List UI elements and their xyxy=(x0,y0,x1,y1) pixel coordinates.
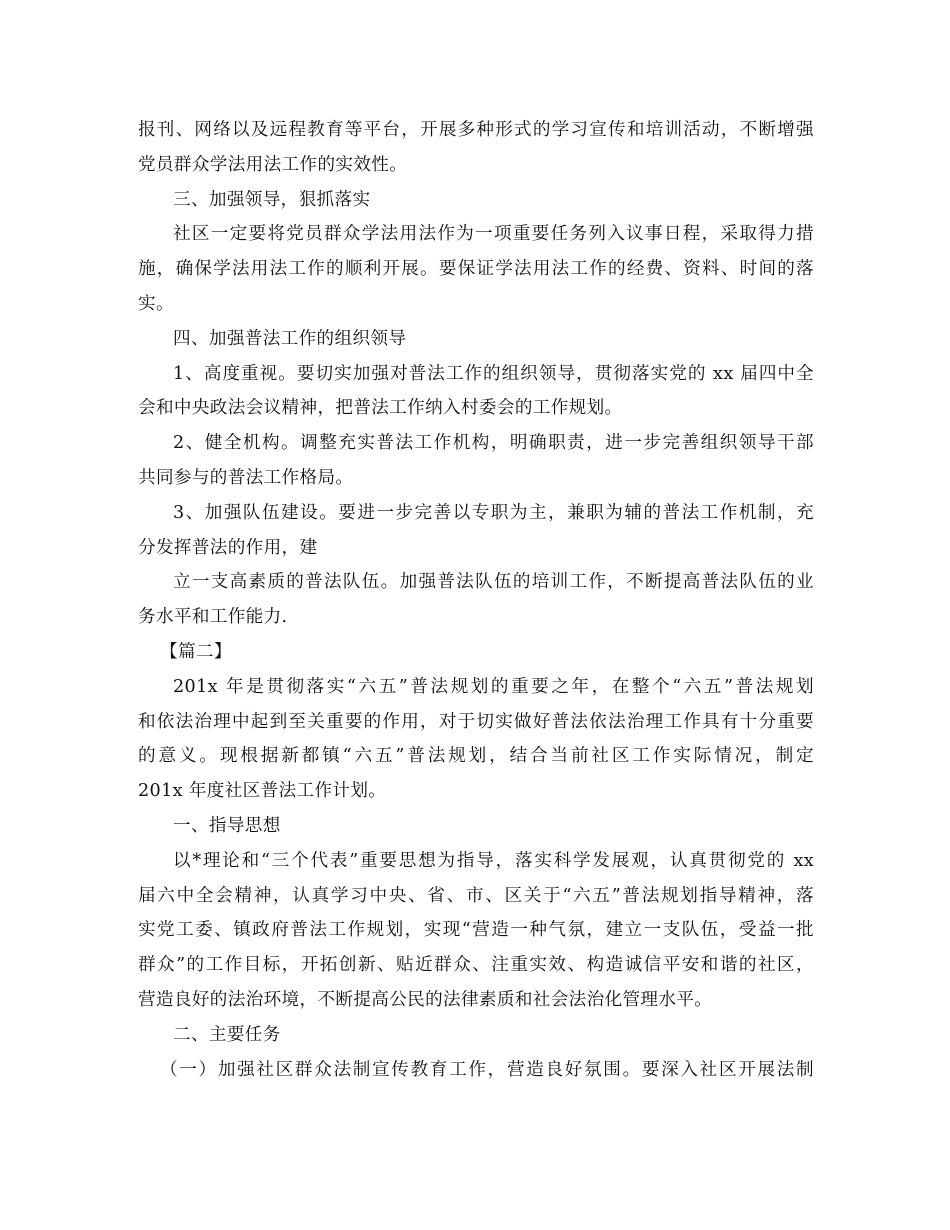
paragraph-line: 1、高度重视。要切实加强对普法工作的组织领导，贯彻落实党的 xx 届四中全 xyxy=(173,363,814,384)
paragraph-line: 共同参与的普法工作格局。 xyxy=(138,467,354,488)
paragraph-line: 201x 年度社区普法工作计划。 xyxy=(138,781,387,802)
paragraph-line: 营造良好的法治环境，不断提高公民的法律素质和社会法治化管理水平。 xyxy=(138,989,713,1010)
paragraph-line: 届六中全会精神，认真学习中央、省、市、区关于“六五”普法规划指导精神，落 xyxy=(138,885,814,906)
section-heading: 二、主要任务 xyxy=(173,1024,281,1045)
paragraph-line: 务水平和工作能力. xyxy=(138,607,288,628)
section-heading: 四、加强普法工作的组织领导 xyxy=(173,328,407,349)
paragraph-line: 分发挥普法的作用，建 xyxy=(138,537,318,558)
paragraph-line: 201x 年是贯彻落实“六五”普法规划的重要之年，在整个“六五”普法规划 xyxy=(173,676,814,697)
paragraph-line: 立一支高素质的普法队伍。加强普法队伍的培训工作，不断提高普法队伍的业 xyxy=(173,572,814,593)
paragraph-line: 施，确保学法用法工作的顺利开展。要保证学法用法工作的经费、资料、时间的落 xyxy=(138,259,814,280)
paragraph-line: 会和中央政法会议精神，把普法工作纳入村委会的工作规划。 xyxy=(138,398,623,419)
section-heading: 【篇二】 xyxy=(160,641,232,662)
paragraph-line: 2、健全机构。调整充实普法工作机构，明确职责，进一步完善组织领导干部 xyxy=(173,433,814,454)
paragraph-line: 实。 xyxy=(138,293,174,314)
paragraph-line: 社区一定要将党员群众学法用法作为一项重要任务列入议事日程，采取得力措 xyxy=(173,224,814,245)
document-body xyxy=(138,113,814,1087)
paragraph-line: 3、加强队伍建设。要进一步完善以专职为主，兼职为辅的普法工作机制，充 xyxy=(173,502,814,523)
paragraph-line: 党员群众学法用法工作的实效性。 xyxy=(138,154,408,175)
paragraph-line: 和依法治理中起到至关重要的作用，对于切实做好普法依法治理工作具有十分重要 xyxy=(138,711,814,732)
paragraph-line: 以*理论和“三个代表”重要思想为指导，落实科学发展观，认真贯彻党的 xx xyxy=(173,850,814,871)
section-heading: 一、指导思想 xyxy=(173,815,281,836)
paragraph-line: 的意义。现根据新都镇“六五”普法规划，结合当前社区工作实际情况，制定 xyxy=(138,746,814,767)
section-heading: 三、加强领导，狠抓落实 xyxy=(173,189,371,210)
paragraph-line: （一）加强社区群众法制宣传教育工作，营造良好氛围。要深入社区开展法制 xyxy=(160,1059,814,1080)
paragraph-line: 实党工委、镇政府普法工作规划，实现“营造一种气氛，建立一支队伍，受益一批 xyxy=(138,920,814,941)
paragraph-line: 报刊、网络以及远程教育等平台，开展多种形式的学习宣传和培训活动，不断增强 xyxy=(138,120,814,140)
paragraph-line: 群众”的工作目标，开拓创新、贴近群众、注重实效、构造诚信平安和谐的社区， xyxy=(138,955,814,976)
